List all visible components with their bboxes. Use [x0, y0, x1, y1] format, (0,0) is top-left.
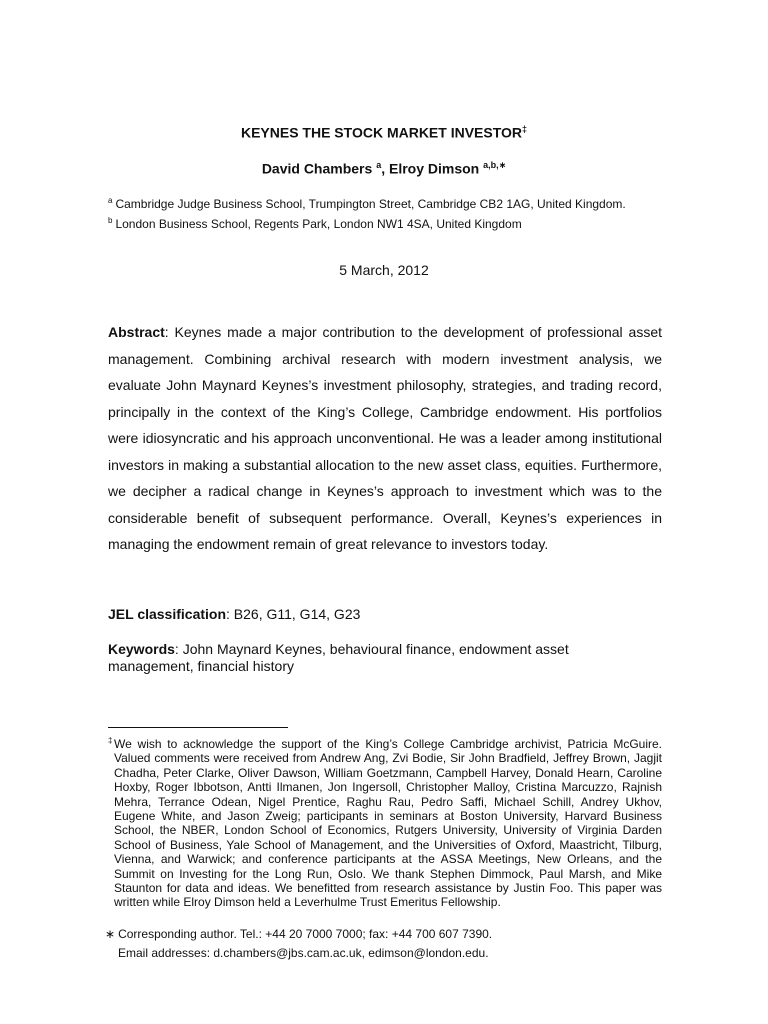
abstract-text: : Keynes made a major contribution to the development of professional asset management. Combining archival research with modern investment analysis, we evaluate John Maynard Keynes’s investment philosophy, strategies, and trading record, principally in the context of the King’s College, Cambridge endowment. His portfolios were idiosyncratic and his approach unconventional. He was a leader among institutional investors in making a substantial allocation to the new asset class, equities. Furthermore, we decipher a radical change in Keynes’s approach to investment which was to the considerable benefit of subsequent performance. Overall, Keynes’s experiences in managing the endowment remain of great relevance to investors today. — [108, 324, 662, 552]
email-addresses: Email addresses: d.chambers@jbs.cam.ac.uk, edimson@london.edu. — [118, 946, 489, 960]
affiliation — [108, 216, 522, 231]
author-affiliation-mark: a — [376, 160, 382, 170]
paper-date: 5 March, 2012 — [339, 262, 429, 278]
author-line — [0, 160, 768, 177]
affiliation-mark: b — [108, 216, 113, 225]
paper-title — [0, 124, 768, 141]
title-footnote-mark: ‡ — [522, 124, 528, 134]
affiliation-mark: a — [108, 196, 113, 205]
jel-classification — [108, 606, 360, 622]
title-text: KEYNES THE STOCK MARKET INVESTOR — [240, 124, 523, 141]
keywords-text: : John Maynard Keynes, behavioural finance, endowment asset management, financial history — [108, 641, 569, 674]
abstract-label: Abstract — [108, 324, 165, 340]
footnote-mark: ‡ — [108, 736, 113, 745]
author-separator: , — [381, 160, 389, 177]
footnote-mark: ∗ — [105, 927, 116, 941]
author-name: Elroy Dimson — [388, 160, 480, 177]
affiliation — [108, 196, 626, 211]
keywords-label: Keywords — [108, 641, 175, 657]
jel-codes: : B26, G11, G14, G23 — [226, 606, 361, 622]
footnote-text: Corresponding author. Tel.: +44 20 7000 7000; fax: +44 700 607 7390. — [118, 927, 493, 941]
acknowledgement-footnote — [108, 734, 662, 910]
corresponding-author-footnote — [105, 927, 492, 941]
affiliation-text: Cambridge Judge Business School, Trumpington Street, Cambridge CB2 1AG, United Kingdom. — [115, 197, 626, 211]
abstract — [108, 319, 662, 558]
jel-label: JEL classification — [108, 606, 227, 622]
author-name: David Chambers — [261, 160, 373, 177]
affiliation-text: London Business School, Regents Park, London NW1 4SA, United Kingdom — [115, 217, 522, 231]
footnote-text: We wish to acknowledge the support of the King’s College Cambridge archivist, Patricia McGuire. Valued comments were received from Andrew Ang, Zvi Bodie, Sir John Bradfield, Jeffrey Brown, Jagjit Chadha, Peter Clarke, Oliver Dawson, William Goetzmann, Campbell Harvey, Donald Hearn, Caroline Hoxby, Roger Ibbotson, Antti Ilmanen, Jon Ingersoll, Christopher Malloy, Cristina Marcuzzo, Rajnish Mehra, Terrance Odean, Nigel Prentice, Raghu Rau, Pedro Saffi, Michael Schill, Andrey Ukhov, Eugene White, and Jason Zweig; participants in seminars at Boston University, Harvard Business School, the NBER, London School of Economics, Rutgers University, University of Virginia Darden School of Business, Yale School of Management, and the Universities of Oxford, Maastricht, Tilburg, Vienna, and Warwick; and conference participants at the ASSA Meetings, New Orleans, and the Summit on Investing for the Long Run, Oslo. We thank Stephen Dimmock, Paul Marsh, and Mike Staunton for data and ideas. We benefitted from research assistance by Justin Foo. This paper was written while Elroy Dimson held a Leverhulme Trust Emeritus Fellowship. — [114, 737, 662, 910]
keywords — [108, 641, 648, 675]
author-affiliation-mark: a,b,∗ — [483, 160, 507, 170]
footnote-divider — [108, 727, 288, 728]
